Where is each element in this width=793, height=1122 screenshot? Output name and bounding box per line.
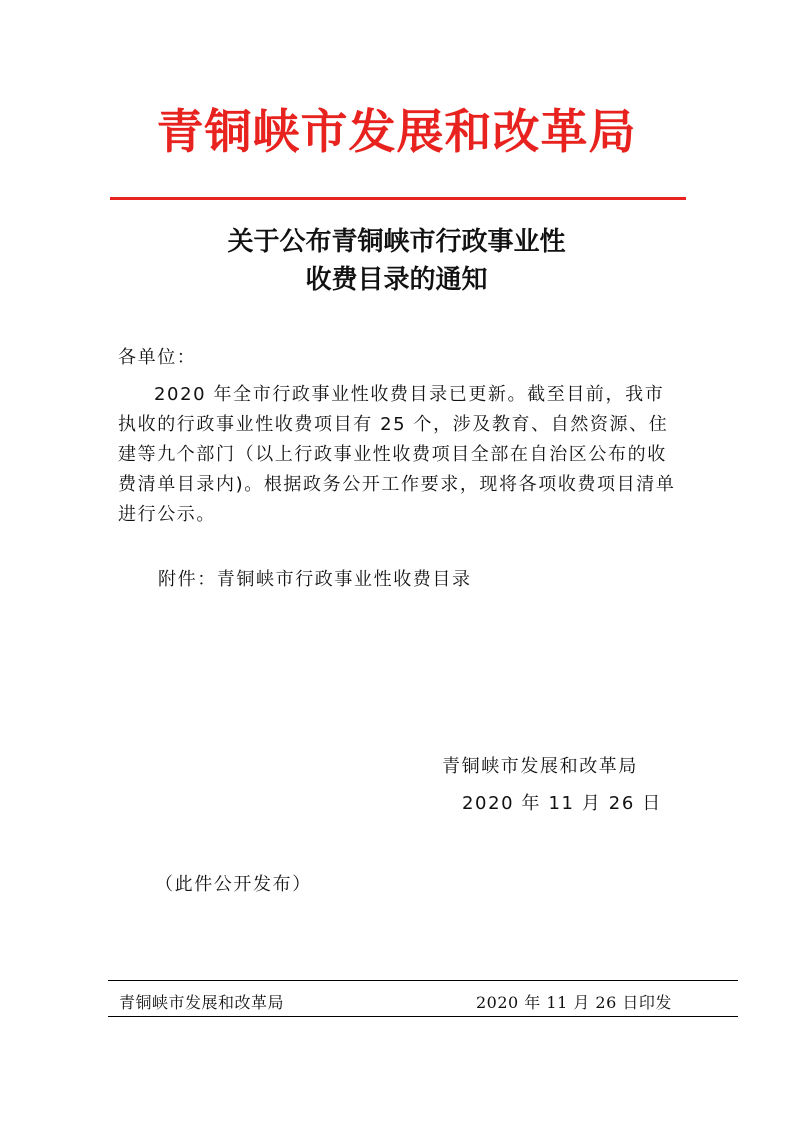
signature-date: 2020 年 11 月 26 日 [462,793,662,814]
footer-issue-date: 2020 年 11 月 26 日印发 [476,993,672,1012]
footer-issuer: 青铜峡市发展和改革局 [119,993,285,1012]
red-separator-line [110,197,686,200]
document-title-line-1: 关于公布青铜峡市行政事业性 [227,227,566,257]
signature-org: 青铜峡市发展和改革局 [442,756,638,777]
attachment-line: 附件：青铜峡市行政事业性收费目录 [158,569,472,590]
document-title-line-2: 收费目录的通知 [305,265,488,295]
footer-top-rule [108,980,738,981]
salutation: 各单位： [118,347,197,368]
issuing-org-header: 青铜峡市发展和改革局 [156,105,637,160]
body-paragraph: 2020 年全市行政事业性收费目录已更新。截至目前，我市执收的行政事业性收费项目有 25 个，涉及教育、自然资源、住建等九个部门（以上行政事业性收费项目全部在自治区公布的收费清单目录内)。根据政务公开工作要求，现将各项收费项目清单进行公示。 [118,384,676,525]
footer-bottom-rule [108,1016,738,1017]
publicity-note: （此件公开发布） [155,874,312,895]
